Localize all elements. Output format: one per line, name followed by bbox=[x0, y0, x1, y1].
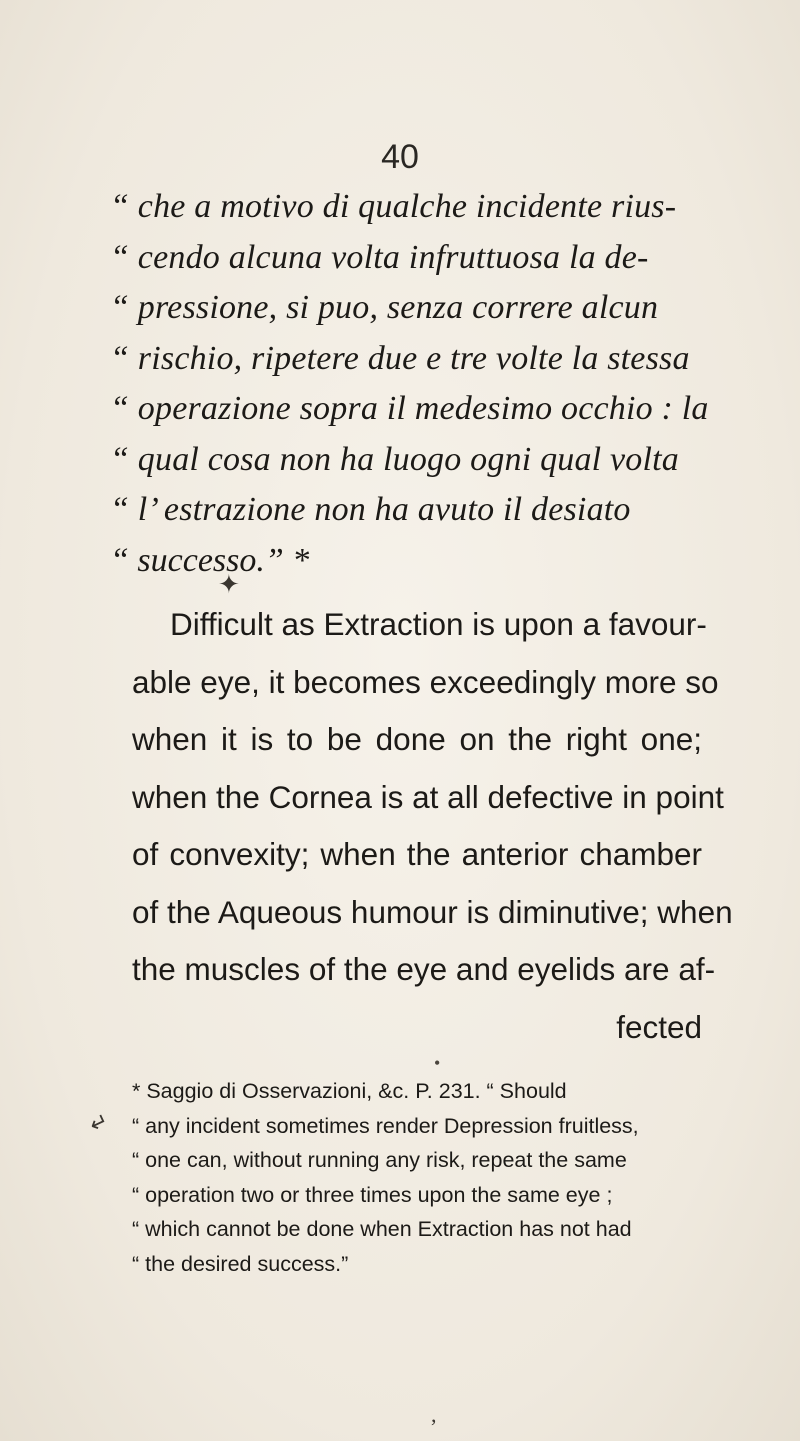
catchword: fected bbox=[616, 1008, 702, 1045]
quote-line: “ pressione, si puo, senza correre alcun bbox=[110, 289, 659, 326]
quote-line: “ cendo alcuna volta infruttuosa la de- bbox=[110, 238, 649, 276]
body-line: the muscles of the eye and eyelids are af- bbox=[132, 951, 716, 987]
quote-line: “ operazione sopra il medesimo occhio : la bbox=[110, 390, 709, 427]
ink-mark: ✦ bbox=[218, 570, 240, 599]
body-line: when it is to be done on the right one; bbox=[132, 721, 702, 757]
body-line: of convexity; when the anterior chamber bbox=[132, 836, 702, 872]
bottom-ink-mark: , bbox=[431, 1402, 437, 1427]
body-paragraph bbox=[132, 596, 733, 1056]
body-line: of the Aqueous humour is diminutive; when bbox=[132, 893, 733, 930]
footnote-line: “ operation two or three times upon the same eye ; bbox=[132, 1182, 613, 1207]
quote-line: “ successo.” * bbox=[110, 541, 310, 579]
italian-quotation bbox=[110, 182, 709, 586]
quote-line: “ l’ estrazione non ha avuto il desiato bbox=[110, 491, 631, 528]
footnote-line: * Saggio di Osservazioni, &c. P. 231. “ Should bbox=[132, 1079, 567, 1103]
quote-line: “ qual cosa non ha luogo ogni qual volta bbox=[110, 440, 679, 478]
footnote-line: “ which cannot be done when Extraction has not had bbox=[132, 1217, 632, 1241]
quote-line: “ che a motivo di qualche incidente rius- bbox=[110, 188, 677, 225]
footnote-line: “ one can, without running any risk, repeat the same bbox=[132, 1148, 627, 1172]
page-number: 40 bbox=[381, 138, 419, 176]
footnote-line: “ the desired success.” bbox=[132, 1251, 349, 1276]
margin-ink-mark: ↵ bbox=[85, 1107, 113, 1138]
ink-dot-mark: • bbox=[434, 1053, 441, 1073]
footnote bbox=[132, 1074, 704, 1281]
footnote-line: “ any incident sometimes render Depression fruitless, bbox=[132, 1113, 639, 1138]
body-line: when the Cornea is at all defective in point bbox=[132, 778, 724, 815]
body-line: Difficult as Extraction is upon a favour- bbox=[170, 606, 707, 642]
body-line: able eye, it becomes exceedingly more so bbox=[132, 663, 719, 700]
quote-line: “ rischio, ripetere due e tre volte la stessa bbox=[110, 339, 690, 377]
